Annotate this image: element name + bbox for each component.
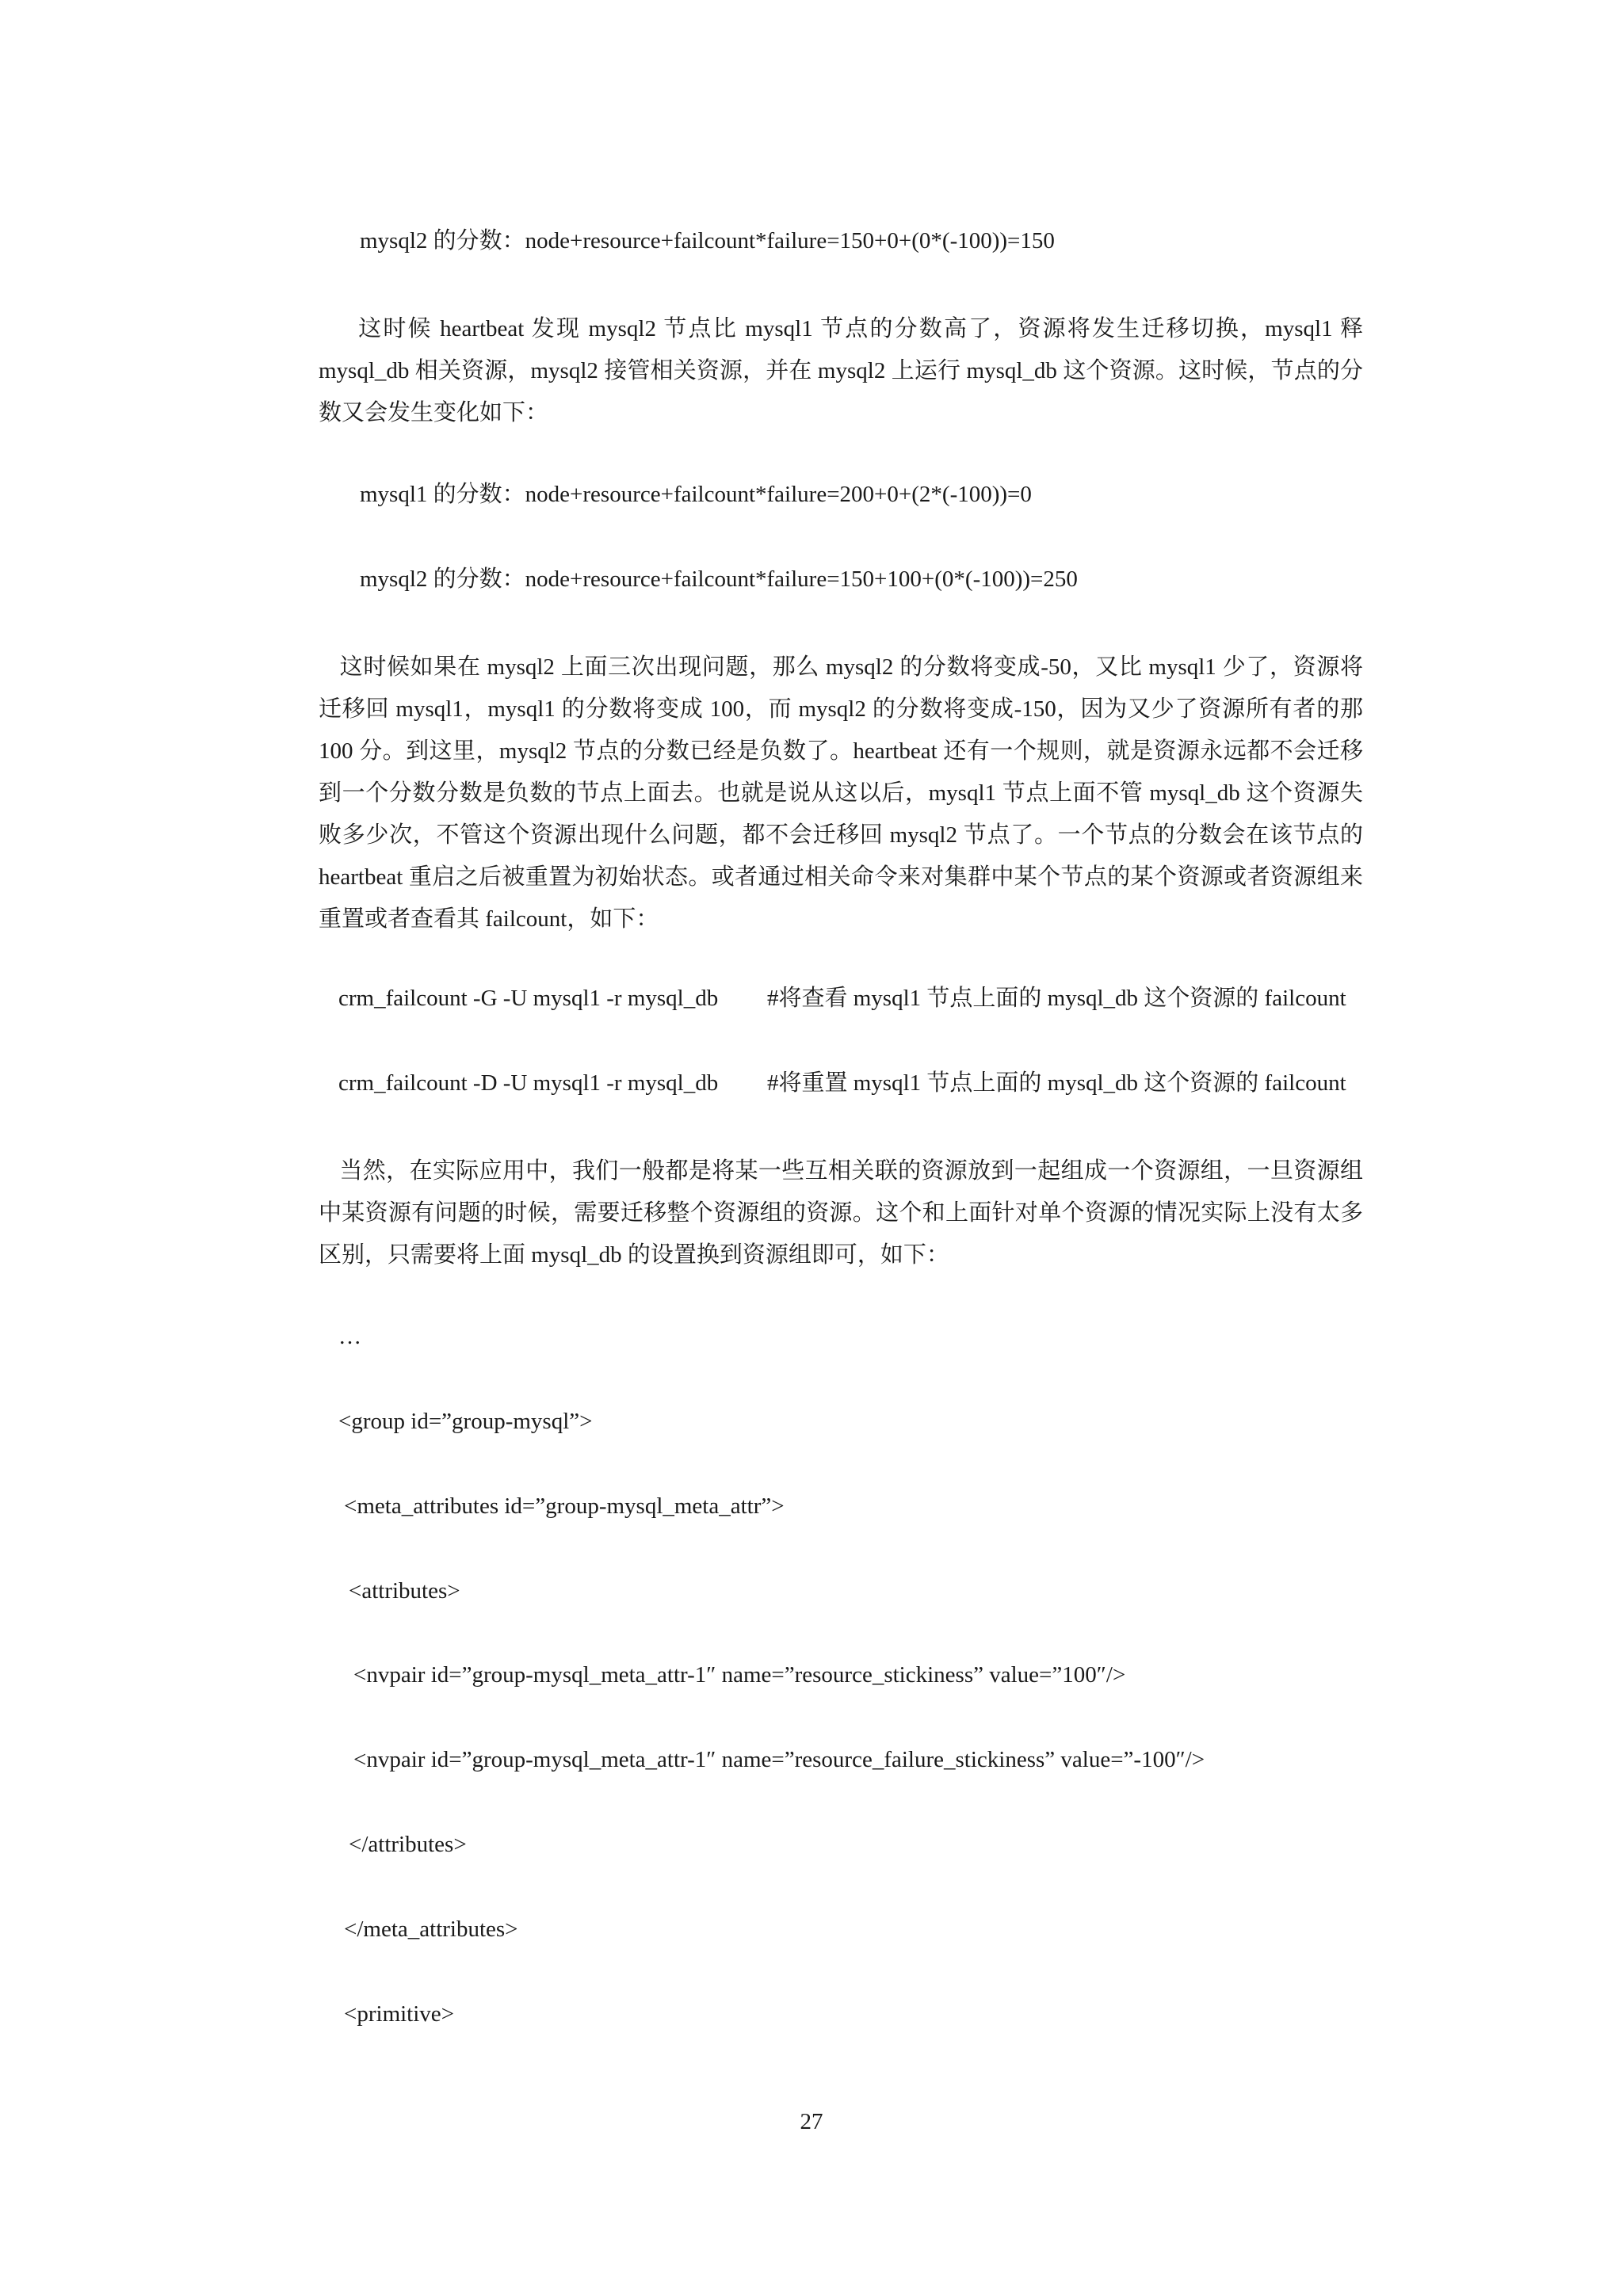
paragraph-negative-score xyxy=(319,646,1363,940)
score-line-mysql2-after: mysql2 的分数：node+resource+failcount*failure=150+100+(0*(-100))=250 xyxy=(360,566,1078,592)
score-line-mysql1-after: mysql1 的分数：node+resource+failcount*failure=200+0+(2*(-100))=0 xyxy=(360,482,1032,507)
command-text: crm_failcount -D -U mysql1 -r mysql_db xyxy=(338,1070,719,1096)
paragraph-resource-group xyxy=(319,1150,1363,1276)
command-line-reset xyxy=(338,1067,1346,1099)
command-line-query xyxy=(338,982,1346,1014)
paragraph-failover-text: 这时候 heartbeat 发现 mysql2 节点比 mysql1 节点的分数高了，资源将发生迁移切换，mysql1 释 mysql_db 相关资源，mysql2 接管相关资源，并在 mysql2 上运行 mysql_db 这个资源。这时候，节点的分数又会发生变化如下： xyxy=(319,316,1363,425)
paragraph-failover-explanation xyxy=(319,308,1363,434)
code-attributes-close: </attributes> xyxy=(349,1832,467,1857)
code-primitive-open: <primitive> xyxy=(344,2001,455,2027)
code-nvpair-failure-stickiness: <nvpair id=”group-mysql_meta_attr-1″ name=”resource_failure_stickiness” value=”-100″/> xyxy=(353,1747,1205,1772)
command-text: crm_failcount -G -U mysql1 -r mysql_db xyxy=(338,986,719,1011)
code-attributes-open: <attributes> xyxy=(349,1578,460,1604)
code-group-open: <group id=”group-mysql”> xyxy=(338,1409,593,1434)
code-meta-close: </meta_attributes> xyxy=(344,1917,518,1942)
paragraph-negative-score-text: 这时候如果在 mysql2 上面三次出现问题，那么 mysql2 的分数将变成-50，又比 mysql1 少了，资源将迁移回 mysql1，mysql1 的分数将变成 100，而 mysql2 的分数将变成-150，因为又少了资源所有者的那 100 分。到这里，mysql2 节点的分数已经是负数了。heartbeat 还有一个规则，就是资源永远都不会迁移到一个分数分数是负数的节点上面去。也就是说从这以后，mysql1 节点上面不管 mysql_db 这个资源失败多少次，不管这个资源出现什么问题，都不会迁移回 mysql2 节点了。一个节点的分数会在该节点的 heartbeat 重启之后被重置为初始状态。或者通过相关命令来对集群中某个节点的某个资源或者资源组来重置或者查看其 failcount，如下： xyxy=(319,654,1363,932)
code-ellipsis: … xyxy=(338,1324,361,1349)
paragraph-resource-group-text: 当然，在实际应用中，我们一般都是将某一些互相关联的资源放到一起组成一个资源组，一旦资源组中某资源有问题的时候，需要迁移整个资源组的资源。这个和上面针对单个资源的情况实际上没有太多区别，只需要将上面 mysql_db 的设置换到资源组即可，如下： xyxy=(319,1158,1363,1268)
command-comment: #将重置 mysql1 节点上面的 mysql_db 这个资源的 failcount xyxy=(767,1070,1346,1096)
page-number: 27 xyxy=(800,2109,823,2134)
code-nvpair-stickiness: <nvpair id=”group-mysql_meta_attr-1″ name=”resource_stickiness” value=”100″/> xyxy=(353,1662,1126,1688)
score-line-mysql2-initial: mysql2 的分数：node+resource+failcount*failure=150+0+(0*(-100))=150 xyxy=(360,228,1055,254)
command-comment: #将查看 mysql1 节点上面的 mysql_db 这个资源的 failcount xyxy=(767,986,1346,1011)
code-meta-open: <meta_attributes id=”group-mysql_meta_attr”> xyxy=(344,1493,785,1519)
